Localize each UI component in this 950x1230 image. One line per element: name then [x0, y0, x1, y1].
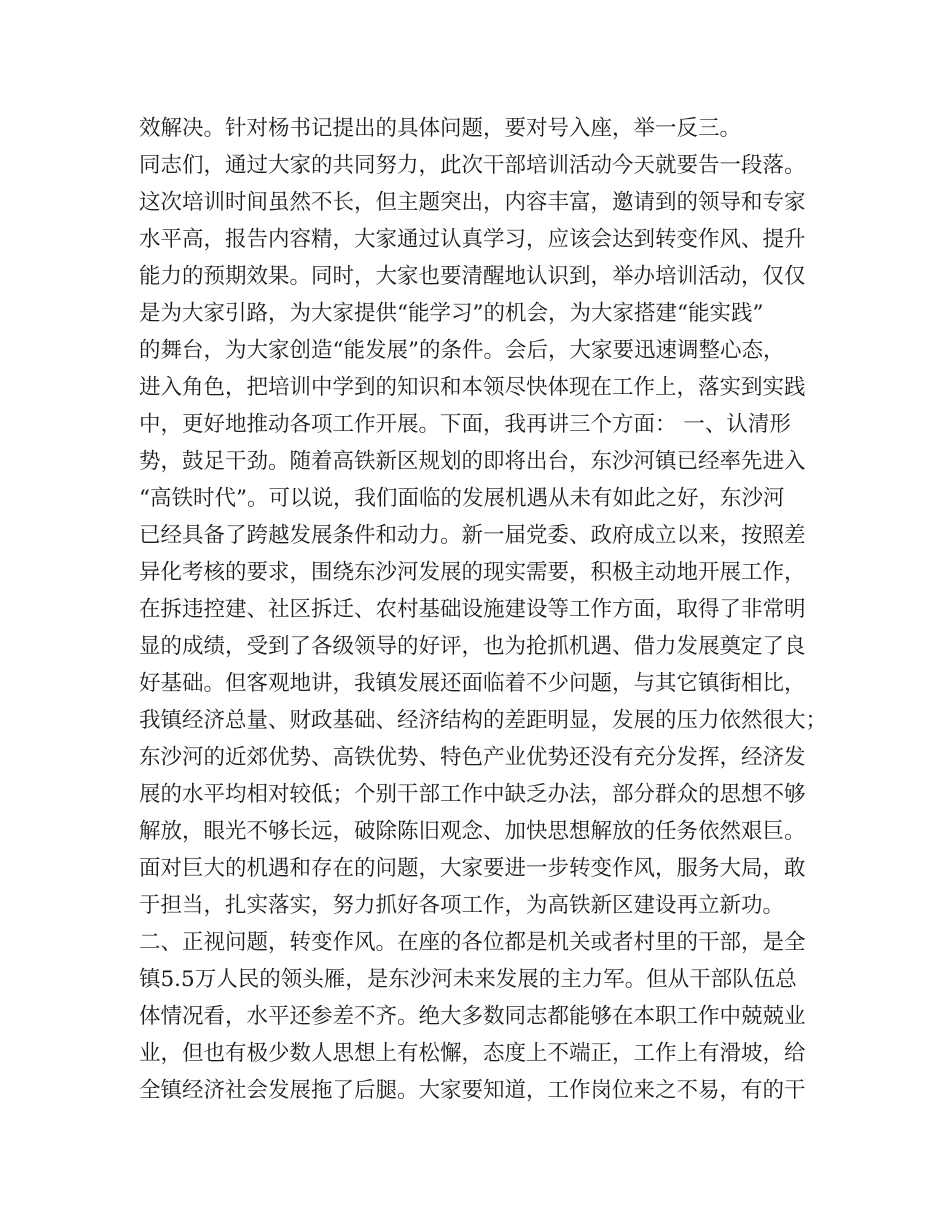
text-line: 中，更好地推动各项工作开展。下面，我再讲三个方面： 一、认清形	[139, 412, 791, 437]
text-line: “高铁时代”。可以说，我们面临的发展机遇从未有如此之好，东沙河	[139, 486, 785, 511]
text-line: 能力的预期效果。同时，大家也要清醒地认识到，举办培训活动，仅仅	[139, 264, 806, 289]
body-text	[139, 110, 829, 1109]
text-line: 已经具备了跨越发展条件和动力。新一届党委、政府成立以来，按照差	[139, 523, 806, 548]
text-line: 效解决。针对杨书记提出的具体问题，要对号入座，举一反三。	[139, 116, 742, 141]
text-line: 显的成绩，受到了各级领导的好评，也为抢抓机遇、借力发展奠定了良	[139, 634, 806, 659]
text-line: 展的水平均相对较低；个别干部工作中缺乏办法，部分群众的思想不够	[139, 782, 806, 807]
text-line: 异化考核的要求，围绕东沙河发展的现实需要，积极主动地开展工作，	[139, 560, 806, 585]
text-line: 水平高，报告内容精，大家通过认真学习，应该会达到转变作风、提升	[139, 227, 806, 252]
text-line: 东沙河的近郊优势、高铁优势、特色产业优势还没有充分发挥，经济发	[139, 745, 806, 770]
text-line: 全镇经济社会发展拖了后腿。大家要知道，工作岗位来之不易，有的干	[139, 1078, 806, 1103]
text-line: 我镇经济总量、财政基础、经济结构的差距明显，发展的压力依然很大；	[139, 708, 828, 733]
text-line: 同志们，通过大家的共同努力，此次干部培训活动今天就要告一段落。	[139, 153, 806, 178]
text-line: 于担当，扎实落实，努力抓好各项工作，为高铁新区建设再立新功。	[139, 893, 785, 918]
text-line: 好基础。但客观地讲，我镇发展还面临着不少问题，与其它镇街相比，	[139, 671, 806, 696]
text-line: 业，但也有极少数人思想上有松懈，态度上不端正，工作上有滑坡，给	[139, 1041, 806, 1066]
text-line: 镇5.5万人民的领头雁，是东沙河未来发展的主力军。但从干部队伍总	[139, 967, 797, 992]
text-line: 这次培训时间虽然不长，但主题突出，内容丰富，邀请到的领导和专家	[139, 190, 806, 215]
text-line: 解放，眼光不够长远，破除陈旧观念、加快思想解放的任务依然艰巨。	[139, 819, 806, 844]
text-line: 势，鼓足干劲。随着高铁新区规划的即将出台，东沙河镇已经率先进入	[139, 449, 806, 474]
text-line: 二、正视问题，转变作风。在座的各位都是机关或者村里的干部，是全	[139, 930, 806, 955]
text-line: 体情况看，水平还参差不齐。绝大多数同志都能够在本职工作中兢兢业	[139, 1004, 806, 1029]
text-line: 面对巨大的机遇和存在的问题，大家要进一步转变作风，服务大局，敢	[139, 856, 806, 881]
text-line: 进入角色，把培训中学到的知识和本领尽快体现在工作上，落实到实践	[139, 375, 806, 400]
text-line: 是为大家引路，为大家提供“能学习”的机会，为大家搭建“能实践”	[139, 301, 764, 326]
text-line: 在拆违控建、社区拆迁、农村基础设施建设等工作方面，取得了非常明	[139, 597, 806, 622]
text-line: 的舞台，为大家创造“能发展”的条件。会后，大家要迅速调整心态，	[139, 338, 785, 363]
